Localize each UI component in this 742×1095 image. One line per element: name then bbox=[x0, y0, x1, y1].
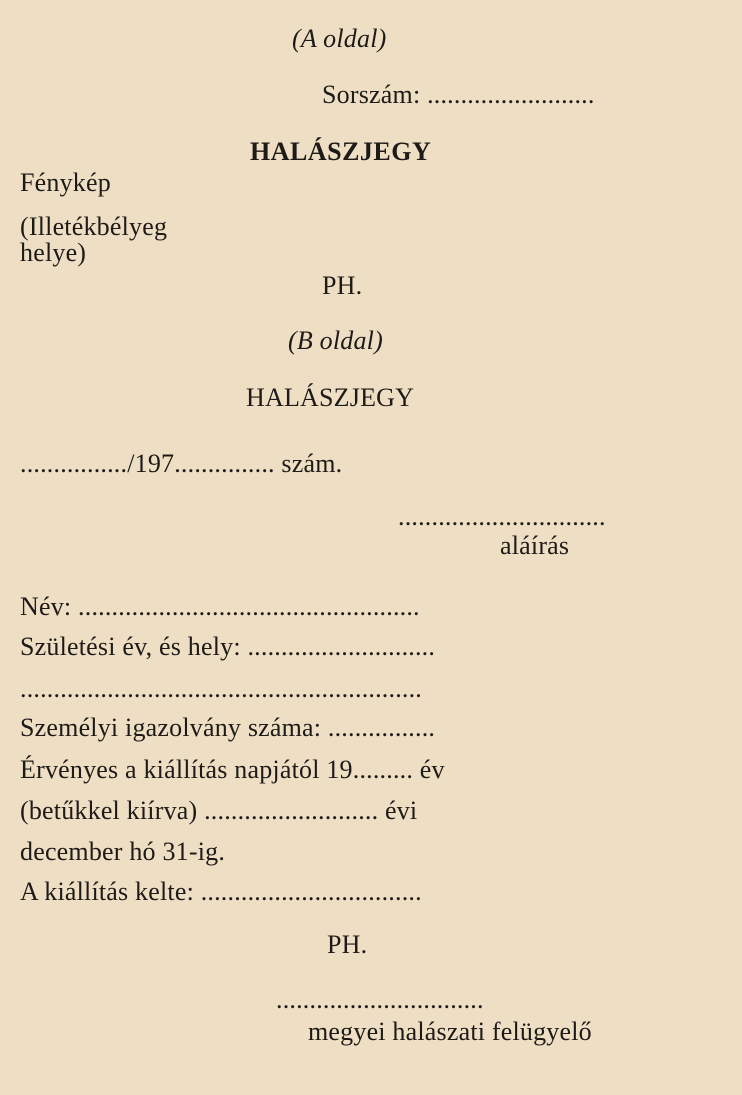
inspector-signature-line: ............................... bbox=[276, 985, 484, 1014]
stamp-place-label-line1: (Illetékbélyeg bbox=[20, 212, 168, 241]
name-field: Név: ................................................... bbox=[20, 592, 420, 621]
serial-number-field: Sorszám: ......................... bbox=[322, 80, 595, 109]
side-b-seal-label: PH. bbox=[327, 930, 368, 959]
validity-line-1: Érvényes a kiállítás napjától 19......... év bbox=[20, 755, 445, 784]
birth-field: Születési év, és hely: ............................ bbox=[20, 632, 436, 661]
blank-line: ............................................................ bbox=[20, 674, 422, 703]
validity-line-2: (betűkkel kiírva) .......................... évi bbox=[20, 796, 418, 825]
side-b-label: (B oldal) bbox=[288, 326, 383, 355]
signature-label: aláírás bbox=[500, 531, 570, 560]
issue-date-field: A kiállítás kelte: ................................. bbox=[20, 877, 422, 906]
signature-line: ............................... bbox=[398, 502, 606, 531]
side-a-label: (A oldal) bbox=[292, 24, 387, 53]
side-b-title: HALÁSZJEGY bbox=[246, 383, 415, 412]
stamp-place-label-line2: helye) bbox=[20, 238, 87, 267]
side-a-title: HALÁSZJEGY bbox=[250, 137, 432, 166]
side-a-seal-label: PH. bbox=[322, 271, 363, 300]
inspector-label: megyei halászati felügyelő bbox=[308, 1017, 592, 1046]
license-number-field: ................/197............... szám. bbox=[20, 449, 343, 478]
validity-line-3: december hó 31-ig. bbox=[20, 837, 226, 866]
id-card-field: Személyi igazolvány száma: ................ bbox=[20, 713, 436, 742]
photo-label: Fénykép bbox=[20, 168, 111, 197]
